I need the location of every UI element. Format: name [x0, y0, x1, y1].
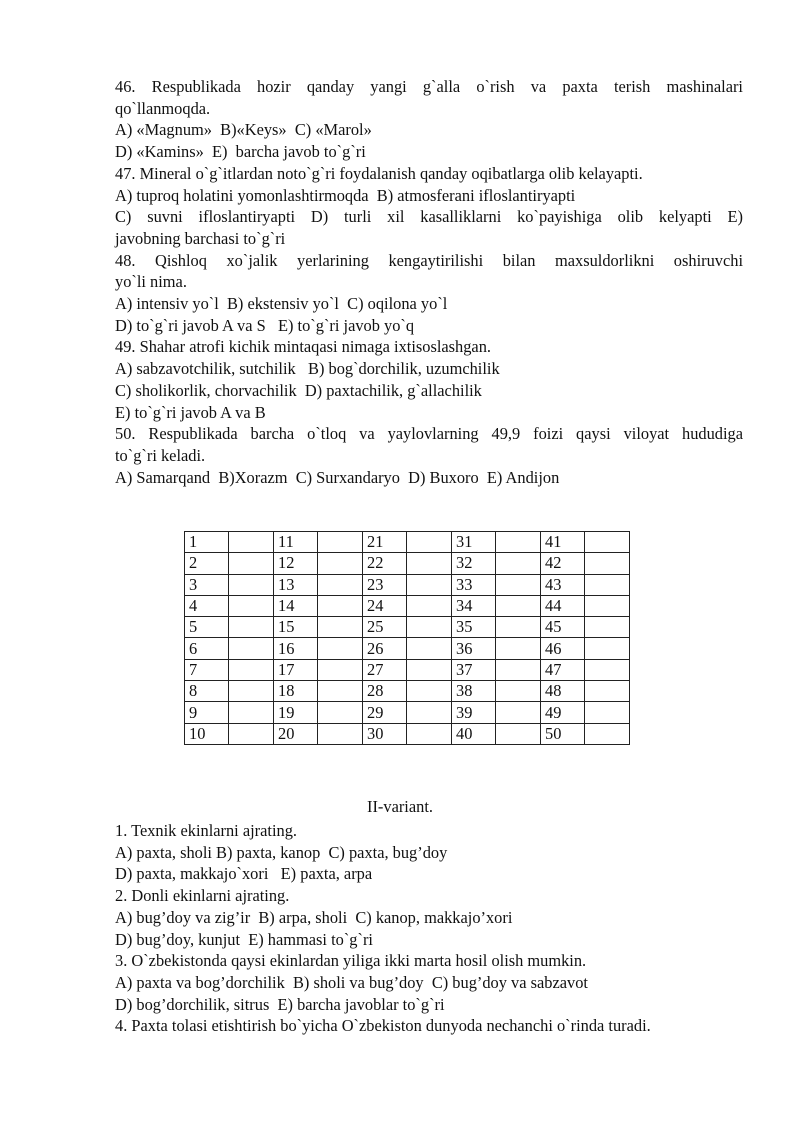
answer-cell[interactable] — [496, 532, 541, 553]
answer-cell[interactable] — [585, 681, 630, 702]
question-number-cell: 11 — [274, 532, 318, 553]
text-line: 3. O`zbekistonda qaysi ekinlardan yiliga ikki marta hosil olish mumkin. — [115, 951, 587, 971]
question-number-cell: 40 — [452, 723, 496, 744]
table-row — [185, 617, 630, 638]
question-number-cell: 12 — [274, 553, 318, 574]
question-number-cell: 15 — [274, 617, 318, 638]
text-line: javobning barchasi to`g`ri — [115, 228, 286, 248]
question-number-cell: 21 — [363, 532, 407, 553]
question-number-cell: 17 — [274, 659, 318, 680]
question-number-cell: 23 — [363, 574, 407, 595]
answer-cell[interactable] — [496, 595, 541, 616]
answer-cell[interactable] — [496, 638, 541, 659]
question-number-cell: 44 — [541, 595, 585, 616]
answer-cell[interactable] — [229, 723, 274, 744]
text-line: to`g`ri keladi. — [115, 445, 206, 465]
text-line: 1. Texnik ekinlarni ajrating. — [115, 821, 297, 840]
answer-cell[interactable] — [229, 574, 274, 595]
answer-cell[interactable] — [496, 702, 541, 723]
answer-cell[interactable] — [318, 532, 363, 553]
text-line: D) «Kamins» E) barcha javob to`g`ri — [115, 142, 366, 162]
text-line: yo`li nima. — [115, 272, 187, 292]
text-line: 2. Donli ekinlarni ajrating. — [115, 886, 290, 906]
answer-cell[interactable] — [318, 659, 363, 680]
answer-cell[interactable] — [318, 595, 363, 616]
question-number-cell: 41 — [541, 532, 585, 553]
answer-cell[interactable] — [229, 638, 274, 659]
answer-cell[interactable] — [229, 617, 274, 638]
question-number-cell: 27 — [363, 659, 407, 680]
text-line: 46. Respublikada hozir qanday yangi g`alla o`rish va paxta terish mashinalari — [115, 77, 743, 96]
question-number-cell: 50 — [541, 723, 585, 744]
text-line: 4. Paxta tolasi etishtirish bo`yicha O`zbekiston dunyoda nechanchi o`rinda turadi. — [115, 1016, 651, 1036]
text-line: 48. Qishloq xo`jalik yerlarining kengaytirilishi bilan maxsuldorlikni oshiruvchi — [115, 250, 743, 270]
question-number-cell: 32 — [452, 553, 496, 574]
table-row — [185, 723, 630, 744]
answer-cell[interactable] — [585, 553, 630, 574]
question-number-cell: 33 — [452, 574, 496, 595]
question-number-cell: 48 — [541, 681, 585, 702]
answer-cell[interactable] — [585, 638, 630, 659]
question-number-cell: 26 — [363, 638, 407, 659]
answer-cell[interactable] — [585, 617, 630, 638]
answer-cell[interactable] — [496, 553, 541, 574]
answer-cell[interactable] — [318, 638, 363, 659]
answer-sheet-table — [184, 531, 630, 745]
text-line: D) to`g`ri javob A va S E) to`g`ri javob yo`q — [115, 315, 415, 335]
question-number-cell: 4 — [185, 595, 229, 616]
question-number-cell: 31 — [452, 532, 496, 553]
question-number-cell: 10 — [185, 723, 229, 744]
text-line: A) «Magnum» B)«Keys» C) «Marol» — [115, 120, 372, 140]
text-line: 47. Mineral o`g`itlardan noto`g`ri foydalanish qanday oqibatlarga olib kelayapti. — [115, 163, 643, 183]
question-number-cell: 22 — [363, 553, 407, 574]
question-number-cell: 3 — [185, 574, 229, 595]
answer-cell[interactable] — [585, 659, 630, 680]
answer-cell[interactable] — [496, 574, 541, 595]
question-number-cell: 2 — [185, 553, 229, 574]
question-number-cell: 14 — [274, 595, 318, 616]
answer-cell[interactable] — [229, 702, 274, 723]
question-number-cell: 38 — [452, 681, 496, 702]
table-row — [185, 574, 630, 595]
question-number-cell: 28 — [363, 681, 407, 702]
answer-cell[interactable] — [318, 617, 363, 638]
answer-cell[interactable] — [496, 617, 541, 638]
question-number-cell: 16 — [274, 638, 318, 659]
answer-cell[interactable] — [407, 723, 452, 744]
text-line: D) bug’doy, kunjut E) hammasi to`g`ri — [115, 929, 373, 949]
question-number-cell: 34 — [452, 595, 496, 616]
answer-cell[interactable] — [585, 723, 630, 744]
answer-cell[interactable] — [407, 617, 452, 638]
question-number-cell: 39 — [452, 702, 496, 723]
question-number-cell: 1 — [185, 532, 229, 553]
answer-cell[interactable] — [229, 553, 274, 574]
text-line: A) sabzavotchilik, sutchilik B) bog`dorchilik, uzumchilik — [115, 359, 500, 379]
question-number-cell: 29 — [363, 702, 407, 723]
text-line: A) paxta, sholi B) paxta, kanop C) paxta, bug’doy — [115, 842, 448, 862]
answer-cell[interactable] — [318, 702, 363, 723]
text-line: qo`llanmoqda. — [115, 98, 211, 118]
question-number-cell: 7 — [185, 659, 229, 680]
questions-section-2 — [115, 820, 743, 1037]
question-number-cell: 25 — [363, 617, 407, 638]
answer-cell[interactable] — [407, 595, 452, 616]
question-number-cell: 43 — [541, 574, 585, 595]
question-number-cell: 18 — [274, 681, 318, 702]
answer-cell[interactable] — [496, 681, 541, 702]
table-row — [185, 638, 630, 659]
question-number-cell: 13 — [274, 574, 318, 595]
answer-cell[interactable] — [229, 595, 274, 616]
table-row — [185, 595, 630, 616]
answer-cell[interactable] — [229, 532, 274, 553]
answer-cell[interactable] — [585, 702, 630, 723]
answer-cell[interactable] — [407, 702, 452, 723]
question-number-cell: 49 — [541, 702, 585, 723]
answer-cell[interactable] — [407, 574, 452, 595]
text-line: A) bug’doy va zig’ir B) arpa, sholi C) kanop, makkajo’xori — [115, 907, 513, 927]
question-number-cell: 24 — [363, 595, 407, 616]
answer-cell[interactable] — [318, 553, 363, 574]
table-row — [185, 681, 630, 702]
table-row — [185, 659, 630, 680]
question-number-cell: 5 — [185, 617, 229, 638]
text-line: C) suvni ifloslantiryapti D) turli xil kasalliklarni ko`payishiga olib kelyapti E) — [115, 207, 743, 227]
question-number-cell: 47 — [541, 659, 585, 680]
text-line: 50. Respublikada barcha o`tloq va yaylovlarning 49,9 foizi qaysi viloyat hududiga — [115, 424, 743, 444]
answer-cell[interactable] — [407, 638, 452, 659]
question-number-cell: 37 — [452, 659, 496, 680]
question-number-cell: 8 — [185, 681, 229, 702]
text-line: D) paxta, makkajo`xori E) paxta, arpa — [115, 864, 373, 884]
answer-cell[interactable] — [407, 681, 452, 702]
question-number-cell: 19 — [274, 702, 318, 723]
text-line: D) bog’dorchilik, sitrus E) barcha javoblar to`g`ri — [115, 994, 445, 1014]
table-row — [185, 532, 630, 553]
answer-cell[interactable] — [229, 659, 274, 680]
answer-cell[interactable] — [496, 723, 541, 744]
answer-cell[interactable] — [407, 553, 452, 574]
answer-cell[interactable] — [585, 532, 630, 553]
question-number-cell: 6 — [185, 638, 229, 659]
table-row — [185, 702, 630, 723]
text-line: E) to`g`ri javob A va B — [115, 402, 266, 422]
text-line: A) tuproq holatini yomonlashtirmoqda B) atmosferani ifloslantiryapti — [115, 185, 576, 205]
questions-section-1 — [115, 76, 743, 488]
question-number-cell: 46 — [541, 638, 585, 659]
question-number-cell: 36 — [452, 638, 496, 659]
text-line: C) sholikorlik, chorvachilik D) paxtachilik, g`allachilik — [115, 380, 482, 400]
answer-cell[interactable] — [318, 723, 363, 744]
answer-cell[interactable] — [318, 574, 363, 595]
question-number-cell: 30 — [363, 723, 407, 744]
table-row — [185, 553, 630, 574]
answer-cell[interactable] — [407, 532, 452, 553]
question-number-cell: 20 — [274, 723, 318, 744]
answer-cell[interactable] — [496, 659, 541, 680]
question-number-cell: 42 — [541, 553, 585, 574]
answer-cell[interactable] — [229, 681, 274, 702]
text-line: 49. Shahar atrofi kichik mintaqasi nimaga ixtisoslashgan. — [115, 337, 492, 357]
text-line: A) Samarqand B)Xorazm C) Surxandaryo D) Buxoro E) Andijon — [115, 467, 560, 487]
variant-title: II-variant. — [367, 797, 433, 816]
question-number-cell: 35 — [452, 617, 496, 638]
answer-cell[interactable] — [407, 659, 452, 680]
text-line: A) intensiv yo`l B) ekstensiv yo`l C) oqilona yo`l — [115, 294, 448, 314]
answer-cell[interactable] — [585, 574, 630, 595]
answer-cell[interactable] — [585, 595, 630, 616]
answer-cell[interactable] — [318, 681, 363, 702]
text-line: A) paxta va bog’dorchilik B) sholi va bug’doy C) bug’doy va sabzavot — [115, 972, 588, 992]
question-number-cell: 45 — [541, 617, 585, 638]
question-number-cell: 9 — [185, 702, 229, 723]
